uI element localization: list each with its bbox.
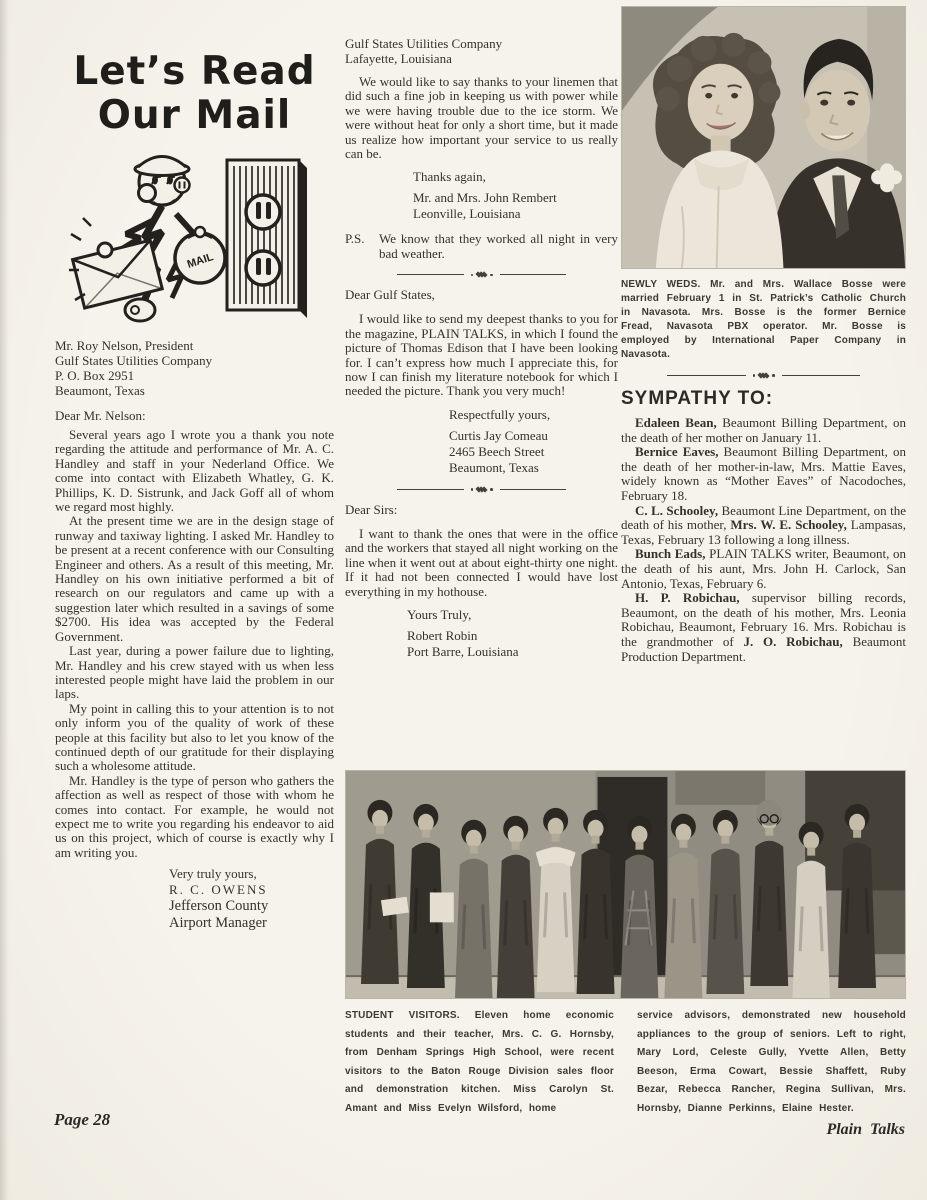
section-divider (397, 272, 566, 277)
letter-paragraph: My point in calling this to your attention is to not only inform you of the quality of work of these people at this facility but also to let you know of the continued depth of our gratitude for their displaying such a wholesome attitude. (55, 700, 334, 774)
letter-body (55, 428, 334, 860)
mailman-mascot-svg (67, 142, 317, 327)
sympathy-entry: Edaleen Bean, Beaumont Billing Department, on the death of her mother on January 11. (621, 415, 906, 445)
address-line: Mr. Roy Nelson, President (55, 338, 194, 353)
salutation: Dear Gulf States, (345, 287, 435, 303)
sympathy-heading: SYMPATHY TO: (621, 388, 774, 409)
letter-paragraph: Last year, during a power failure due to lighting, Mr. Handley and his crew stayed with us when less interested people might have laid the problem in our laps. (55, 643, 334, 702)
middle-column (345, 36, 618, 668)
letter-paragraph: I would like to send my deepest thanks to you for the magazine, PLAIN TALKS, in which I found the picture of Thomas Edison that I have been looking for. I can’t express how much I appreciate this, for now I can finish my literature notebook for which I needed the picture. Thank you very much! (345, 311, 618, 399)
letter-closing-block (413, 169, 618, 222)
signature-title-line: Airport Manager (169, 914, 267, 931)
signature-name: R. C. OWENS (169, 882, 268, 898)
address-line: P. O. Box 2951 (55, 368, 135, 383)
address-line: Lafayette, Louisiana (345, 51, 452, 66)
headline-line-1: Let’s Read (73, 49, 316, 94)
letter-closing-block (169, 866, 334, 931)
sympathy-entry: H. P. Robichau, supervisor billing records, Beaumont, on the death of his mother, Mrs. Leonia Robichau, Beaumont, February 16. Mrs. Robichau is the grandmother of J. O. Robichau, Beaumont Production Department. (621, 590, 906, 664)
footer-page-number: Page 28 (54, 1110, 111, 1129)
section-divider (397, 487, 566, 492)
signature-line: Curtis Jay Comeau (449, 427, 548, 443)
signature-line: Mr. and Mrs. John Rembert (413, 190, 557, 206)
outlet-door-icon (227, 160, 307, 318)
letter-paragraph: We would like to say thanks to your linemen that did such a fine job in keeping us with power while we were having trouble due to the ice storm. We were without heat for only a short time, but it made us realize how important your service to us really can be. (345, 74, 618, 162)
signature-line: Port Barre, Louisiana (407, 643, 519, 659)
diamond-ornament-icon (749, 373, 779, 378)
newlyweds-caption: NEWLY WEDS. Mr. and Mrs. Wallace Bosse were married February 1 in St. Patrick’s Catholic Church in Navasota. Mrs. Bosse is the former Bernice Fread, Navasota PBX operator. Mr. Bosse is employed by International Paper Company in Navasota. (621, 279, 906, 360)
salutation: Dear Sirs: (345, 501, 398, 517)
diamond-ornament-icon (467, 272, 497, 277)
letter-paragraph: Mr. Handley is the type of person who gathers the affection as well as respect of those with whom he comes into contact. For example, he would not expect me to write you regarding his endeavor to aid us on this project, which of course is exactly why I am writing you. (55, 772, 334, 860)
diamond-ornament-icon (467, 487, 497, 492)
group-caption-left: STUDENT VISITORS. Eleven home economic students and their teacher, Mrs. C. G. Hornsby, from Denham Springs High School, were recent visitors to the Baton Rouge Division sales floor and demonstration kitchen. Miss Carolyn St. Amant and Miss Evelyn Wilsford, home (345, 1010, 614, 1114)
mailman-mascot-illustration (67, 142, 334, 332)
headline-line-2: Our Mail (97, 93, 292, 138)
letter-comeau (345, 287, 618, 475)
signature-title-line: Jefferson County (169, 898, 269, 915)
right-column (621, 6, 906, 664)
postscript (345, 231, 618, 261)
group-photo-illustration (345, 770, 906, 999)
mail-bag-label: MAIL (185, 251, 215, 271)
address-line: Gulf States Utilities Company (345, 36, 503, 51)
left-column (55, 50, 334, 931)
letter-robin (345, 502, 618, 660)
sympathy-entry: Bunch Eads, PLAIN TALKS writer, Beaumont, on the death of his aunt, Mrs. John H. Carlock, San Antonio, Texas, February 6. (621, 546, 907, 591)
closing-phrase: Thanks again, (413, 169, 486, 185)
letter-rembert (345, 36, 618, 261)
closing-phrase: Very truly yours, (169, 866, 257, 882)
address-line: Beaumont, Texas (55, 383, 145, 398)
letter-paragraph: I want to thank the ones that were in the office and the workers that stayed all night working on the line when it went out at about eight-thirty one night. If it had not been connected I would have lost everything in my hothouse. (345, 525, 618, 599)
recipient-address (55, 338, 334, 398)
letter-closing-block (449, 407, 618, 476)
salutation: Dear Mr. Nelson: (55, 408, 146, 423)
footer-magazine-title: Plain Talks (826, 1121, 905, 1138)
closing-phrase: Yours Truly, (407, 606, 472, 622)
ps-label: P.S. (345, 231, 365, 247)
letter-closing-block (407, 607, 618, 660)
group-caption-right: service advisors, demonstrated new household appliances to the group of seniors. Left to right, Mary Lord, Celeste Gully, Yvette Allen, Betty Beeson, Erma Cowart, Bessie Shaffett, Ruby Bezar, Rebecca Rancher, Regina Sullivan, Mrs. Hornsby, Dianne Perkinns, Elaine Hester. (637, 1010, 906, 1114)
sympathy-list (621, 416, 906, 664)
address-line: Gulf States Utilities Company (55, 353, 213, 368)
letter-paragraph: Several years ago I wrote you a thank you note regarding the attitude and performance of Mr. A. C. Handley and staff in your Nederland Office. We come into contact with Elizabeth Whatley, G. K. Phillips, K. D. Sistrunk, and Jack Goff all of whom we regard most highly. (55, 427, 334, 515)
signature-line: Robert Robin (407, 627, 478, 643)
closing-phrase: Respectfully yours, (449, 406, 551, 422)
signature-line: Beaumont, Texas (449, 459, 539, 475)
group-photo-captions (345, 1007, 906, 1118)
signature-line: 2465 Beech Street (449, 443, 545, 459)
newlyweds-photo-illustration (621, 6, 906, 269)
group-photo-svg (345, 770, 906, 999)
sympathy-entry: C. L. Schooley, Beaumont Line Department, on the death of his mother, Mrs. W. E. Schooley, Lampasas, Texas, February 13 following a long illness. (621, 502, 906, 547)
mail-bag-icon (175, 227, 225, 283)
signature-line: Leonville, Louisiana (413, 206, 521, 222)
section-headline (55, 50, 334, 138)
section-divider (667, 373, 861, 378)
mascot-head (135, 157, 190, 206)
ps-text: We know that they worked all night in very bad weather. (379, 231, 618, 262)
sympathy-entry: Bernice Eaves, Beaumont Billing Department, on the death of her mother-in-law, Mrs. Mattie Eaves, widely known as “Mother Eaves” of Nacodoches, February 18. (621, 444, 907, 503)
letter-paragraph: At the present time we are in the design stage of runway and taxiway lighting. I asked Mr. Handley to be present at a recent conference with our Consulting Engineer and others. As a result of this meeting, Mr. Handley on his own initiative performed a bit of research on our regulators and came up with a suggestion later which resulted in a savings of some $2700. His idea was accepted by the Federal Government. (55, 513, 334, 644)
